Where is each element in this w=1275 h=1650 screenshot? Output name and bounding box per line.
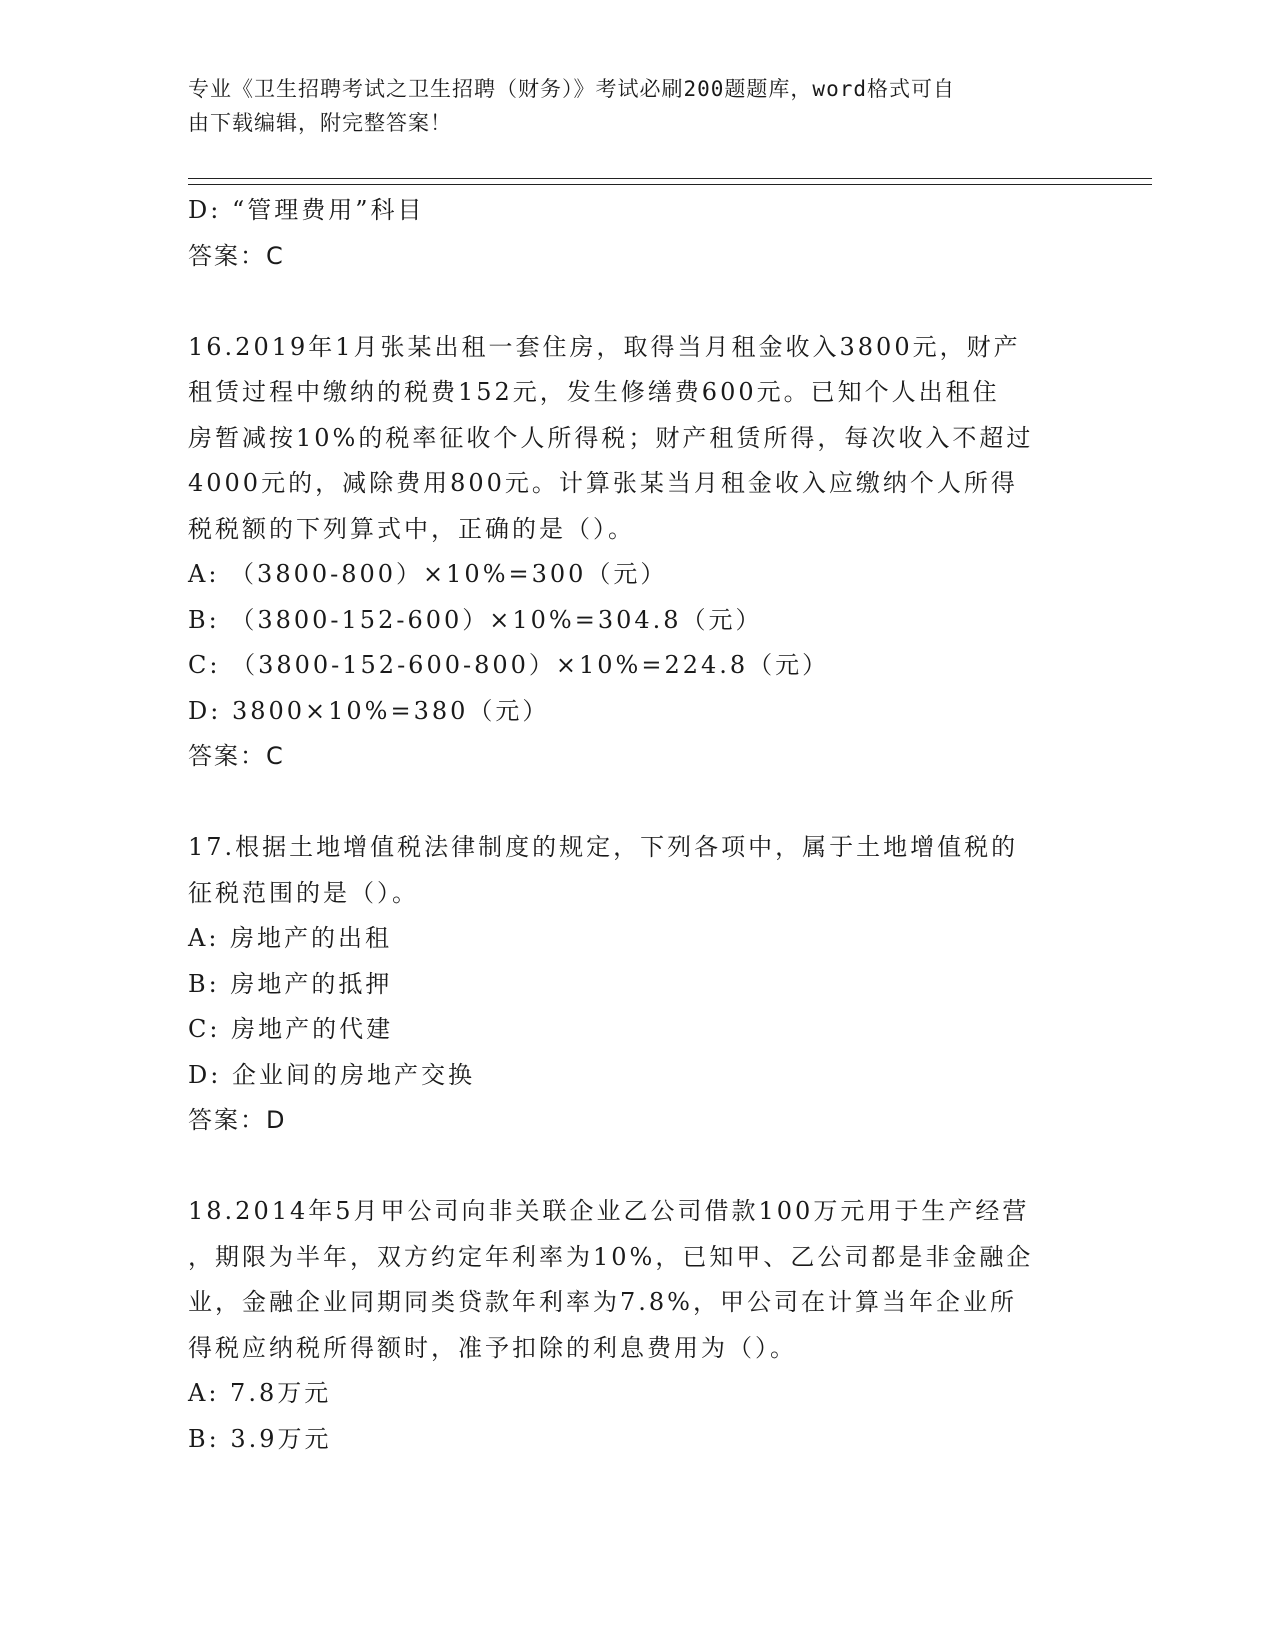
header-line-2: 由下载编辑，附完整答案！: [188, 111, 452, 135]
header-line-1: 专业《卫生招聘考试之卫生招聘（财务）》考试必刷200题题库，word格式可自: [188, 77, 955, 101]
q17-option-b: B: 房地产的抵押: [188, 969, 393, 998]
q18-stem-line: 18.2014年5月甲公司向非关联企业乙公司借款100万元用于生产经营: [188, 1197, 1030, 1225]
spacer: [188, 279, 1088, 325]
q17-option-d: D: 企业间的房地产交换: [188, 1060, 475, 1089]
q18-option-a: A: 7.8万元: [188, 1379, 332, 1407]
q16-stem-line: 房暂减按10%的税率征收个人所得税；财产租赁所得，每次收入不超过: [188, 423, 1034, 452]
q16-answer: 答案：C: [188, 742, 285, 770]
q16-stem-line: 4000元的，减除费用800元。计算张某当月租金收入应缴纳个人所得: [188, 469, 1018, 497]
prev-option-d: D: “管理费用”科目: [188, 196, 425, 224]
q16-option-a: A: （3800-800）×10%=300（元）: [188, 560, 668, 588]
prev-answer: 答案：C: [188, 241, 285, 270]
q17-stem-line: 17.根据土地增值税法律制度的规定，下列各项中，属于土地增值税的: [188, 833, 1019, 861]
question-17: [188, 825, 1088, 1144]
q18-option-b: B: 3.9万元: [188, 1424, 332, 1453]
header-divider-bottom: [188, 184, 1152, 185]
q16-stem-line: 16.2019年1月张某出租一套住房，取得当月租金收入3800元，财产: [188, 332, 1021, 361]
q16-stem-line: 租赁过程中缴纳的税费152元，发生修缮费600元。已知个人出租住: [188, 378, 1000, 406]
spacer: [188, 1144, 1088, 1190]
document-header: [188, 72, 1088, 140]
q17-stem-line: 征税范围的是（）。: [188, 878, 419, 907]
q18-stem-line: 得税应纳税所得额时，准予扣除的利息费用为（）。: [188, 1333, 797, 1362]
spacer: [188, 780, 1088, 826]
q16-option-d: D: 3800×10%=380（元）: [188, 696, 550, 725]
q17-option-a: A: 房地产的出租: [188, 924, 393, 952]
q17-answer: 答案：D: [188, 1106, 287, 1134]
question-16: [188, 325, 1088, 780]
question-content: [188, 188, 1088, 1462]
q17-option-c: C: 房地产的代建: [188, 1015, 394, 1043]
q18-stem-line: ，期限为半年，双方约定年利率为10%，已知甲、乙公司都是非金融企: [188, 1242, 1034, 1271]
header-divider-top: [188, 178, 1152, 179]
q18-stem-line: 业，金融企业同期同类贷款年利率为7.8%，甲公司在计算当年企业所: [188, 1288, 1017, 1316]
q16-stem-line: 税税额的下列算式中，正确的是（）。: [188, 514, 635, 543]
question-18: [188, 1189, 1088, 1462]
q16-option-c: C: （3800-152-600-800）×10%=224.8（元）: [188, 651, 830, 679]
q16-option-b: B: （3800-152-600）×10%=304.8（元）: [188, 605, 763, 634]
